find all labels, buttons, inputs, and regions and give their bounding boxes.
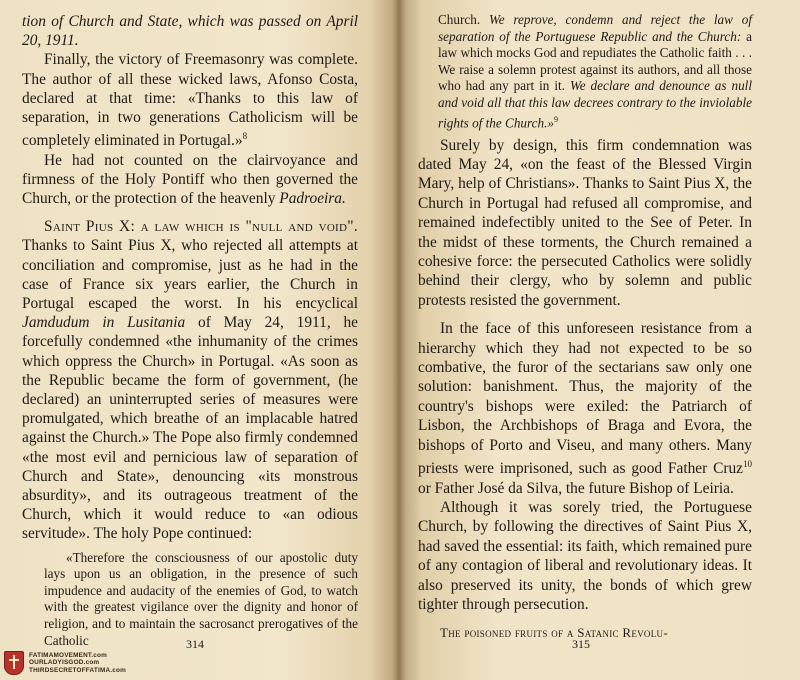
footnote-ref-8: 8	[242, 131, 248, 142]
right-para-tried: Although it was sorely tried, the Portuguese Church, by following the directives of Saint Pius X, had saved the essential: its faith, which remained pure of any contagion of liberal and revolutionary ideas. It also preserved its unity, the bonds of which grew tighter through persecution.	[418, 498, 752, 614]
left-para-continued: tion of Church and State, which was passed on April 20, 1911.	[22, 13, 358, 50]
right-page	[398, 0, 800, 680]
left-para-pontiff: He had not counted on the clairvoyance and firmness of the Holy Pontiff who then governed the Church, or the protection of the heavenly Padroeira.	[22, 151, 358, 207]
left-quote-block: «Therefore the consciousness of our apostolic duty lays upon us an obligation, in the presence of such impudence and audacity of the enemies of God, to watch with the greatest vigilance over the dignity and honor of religion, and to maintain the sacrosanct prerogatives of the Catholic	[44, 549, 358, 648]
right-para-design: Surely by design, this firm condemnation was dated May 24, «on the feast of the Blessed Virgin Mary, help of Christians». Thanks to Saint Pius X, the Church in Portugal had refused all compromise, and remained indefectibly united to the See of Peter. In the midst of these torments, the Church remained a cohesive force: the persecuted Catholics were solidly behind their clergy, who by solemn and public protests resisted the government.	[418, 136, 752, 309]
footnote-ref-9: 9	[554, 114, 559, 124]
right-para-resistance: In the face of this unforeseen resistance from a hierarchy which they had not expected to be so combative, the furor of the sectarians saw only one solution: banishment. Thus, the majority of the country's bishops were exiled: the Patriarch of Lisbon, the Archbishops of Braga and Evora, the bishops of Porto and Viseu, and many others. Many priests were imprisoned, such as good Father Cruz$^{10}$ or Father José da Silva, the future Bishop of Leiria.	[418, 320, 752, 497]
footnote-ref-10: 10	[743, 459, 752, 470]
section-heading-poisoned: The poisoned fruits of a Satanic Revolu-	[440, 625, 668, 641]
left-para-freemasonry: Finally, the victory of Freemasonry was complete. The author of all these wicked laws, Afonso Costa, declared at that time: «Thanks to this law of separation, in two generations Catholicism will be completely eliminated in Portugal.»$^8$	[22, 51, 358, 150]
encyclical-title: Jamdudum in Lusitania	[22, 314, 186, 332]
watermark-text: FATIMAMOVEMENT.com OURLADYISGOD.com THIRDSECRETOFFATIMA.com	[29, 651, 127, 674]
left-para-pius: Saint Pius X: a law which is "null and void". Thanks to Saint Pius X, who rejected all attempts at conciliation and compromise, just as he had in the case of France six years earlier, the Church in Portugal escaped the worst. In his encyclical Jamdudum in Lusitania of May 24, 1911, he forcefully condemned «the inhumanity of the crimes which oppress the Church» in Portugal. «As soon as the Republic became the form of government, (he declared) an uninterrupted series of measures were promulgated, which breathe of an implacable hatred against the Church.» The Pope also firmly condemned «the most evil and pernicious law of separation of Church and State», denouncing «its monstrous absurdity», and its outrageous treatment of the Church, which it would reduce to «an odious servitude». The holy Pope continued:	[22, 218, 358, 543]
page-number-left: 314	[186, 637, 204, 651]
right-quote-block: Church. We reprove, condemn and reject the law of separation of the Portuguese Republic and the Church: a law which mocks God and repudiates the Catholic faith . . . We raise a solemn protest against its authors, and all those who had any part in it. We declare and denounce as null and void all that this law decrees contrary to the inviolable rights of the Church.»$^9$	[438, 12, 753, 130]
section-heading-pius: Saint Pius X: a law which is "null and void".	[44, 218, 358, 236]
site-watermark	[4, 648, 204, 678]
left-page	[0, 0, 398, 680]
book-spine-shadow	[392, 0, 406, 680]
shield-cross-icon	[4, 651, 24, 675]
page-number-right: 315	[572, 637, 590, 651]
